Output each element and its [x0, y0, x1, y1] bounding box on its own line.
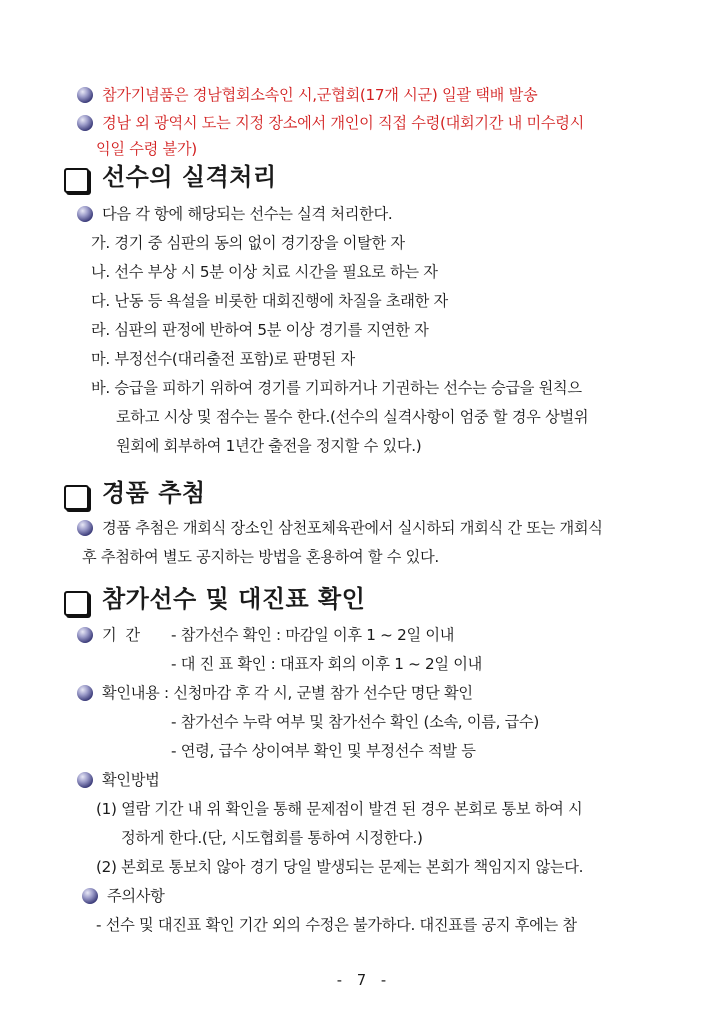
page-number: - 7 -: [334, 971, 391, 989]
pickup-text-continuation: 익일 수령 불가): [96, 140, 197, 158]
disqualification-item-continuation: 로하고 시상 및 점수는 몰수 한다.(선수의 실격사항이 엄중 할 경우 상벌위: [116, 408, 589, 426]
disqualification-item: 바. 승급을 피하기 위하여 경기를 기피하거나 기권하는 선수는 승급을 원칙으: [91, 379, 582, 397]
section-heading-confirmation: 참가선수 및 대진표 확인: [102, 585, 366, 613]
bullet-icon: [77, 772, 93, 788]
section-checkbox-icon: [64, 168, 89, 193]
bullet-icon: [82, 888, 98, 904]
content-line: - 연령, 급수 상이여부 확인 및 부정선수 적발 등: [171, 742, 476, 760]
caution-label: 주의사항: [107, 887, 165, 905]
method-label: 확인방법: [102, 771, 160, 789]
content-label: 확인내용 : 신청마감 후 각 시, 군별 참가 선수단 명단 확인: [102, 684, 473, 702]
disqualification-item: 마. 부정선수(대리출전 포함)로 판명된 자: [91, 350, 355, 368]
bullet-icon: [77, 87, 93, 103]
bullet-icon: [77, 115, 93, 131]
bullet-icon: [77, 206, 93, 222]
method-line-continuation: 정하게 한다.(단, 시도협회를 통하여 시정한다.): [121, 829, 423, 847]
disqualification-item-continuation: 원회에 회부하여 1년간 출전을 정지할 수 있다.): [116, 437, 422, 455]
section-heading-disqualification: 선수의 실격처리: [102, 163, 277, 191]
bullet-icon: [77, 520, 93, 536]
content-line: - 참가선수 누락 여부 및 참가선수 확인 (소속, 이름, 급수): [171, 713, 540, 731]
disqualification-item: 나. 선수 부상 시 5분 이상 치료 시간을 필요로 하는 자: [91, 263, 438, 281]
disqualification-item: 가. 경기 중 심판의 동의 없이 경기장을 이탈한 자: [91, 234, 405, 252]
period-line: - 대 진 표 확인 : 대표자 회의 이후 1 ~ 2일 이내: [171, 655, 483, 673]
bullet-icon: [77, 627, 93, 643]
method-line: (1) 열람 기간 내 위 확인을 통해 문제점이 발견 된 경우 본회로 통보 하여 시: [96, 800, 583, 818]
souvenir-delivery-text: 참가기념품은 경남협회소속인 시,군협회(17개 시군) 일괄 택배 발송: [102, 86, 538, 104]
pickup-text: 경남 외 광역시 도는 지정 장소에서 개인이 직접 수령(대회기간 내 미수령시: [102, 114, 585, 132]
section-checkbox-icon: [64, 485, 89, 510]
period-label: 기 간: [102, 626, 140, 644]
disqualification-intro: 다음 각 항에 해당되는 선수는 실격 처리한다.: [102, 205, 393, 223]
section-heading-prize-draw: 경품 추첨: [102, 479, 206, 507]
prize-draw-text: 경품 추첨은 개회식 장소인 삼천포체육관에서 실시하되 개회식 간 또는 개회식: [102, 519, 603, 537]
bullet-icon: [77, 685, 93, 701]
prize-draw-text-continuation: 후 추첨하여 별도 공지하는 방법을 혼용하여 할 수 있다.: [82, 548, 439, 566]
method-line: (2) 본회로 통보치 않아 경기 당일 발생되는 문제는 본회가 책임지지 않는다.: [96, 858, 584, 876]
caution-line: - 선수 및 대진표 확인 기간 외의 수정은 불가하다. 대진표를 공지 후에는 참: [96, 916, 577, 934]
disqualification-item: 다. 난동 등 욕설을 비롯한 대회진행에 차질을 초래한 자: [91, 292, 448, 310]
section-checkbox-icon: [64, 591, 89, 616]
disqualification-item: 라. 심판의 판정에 반하여 5분 이상 경기를 지연한 자: [91, 321, 429, 339]
period-line: - 참가선수 확인 : 마감일 이후 1 ~ 2일 이내: [171, 626, 455, 644]
